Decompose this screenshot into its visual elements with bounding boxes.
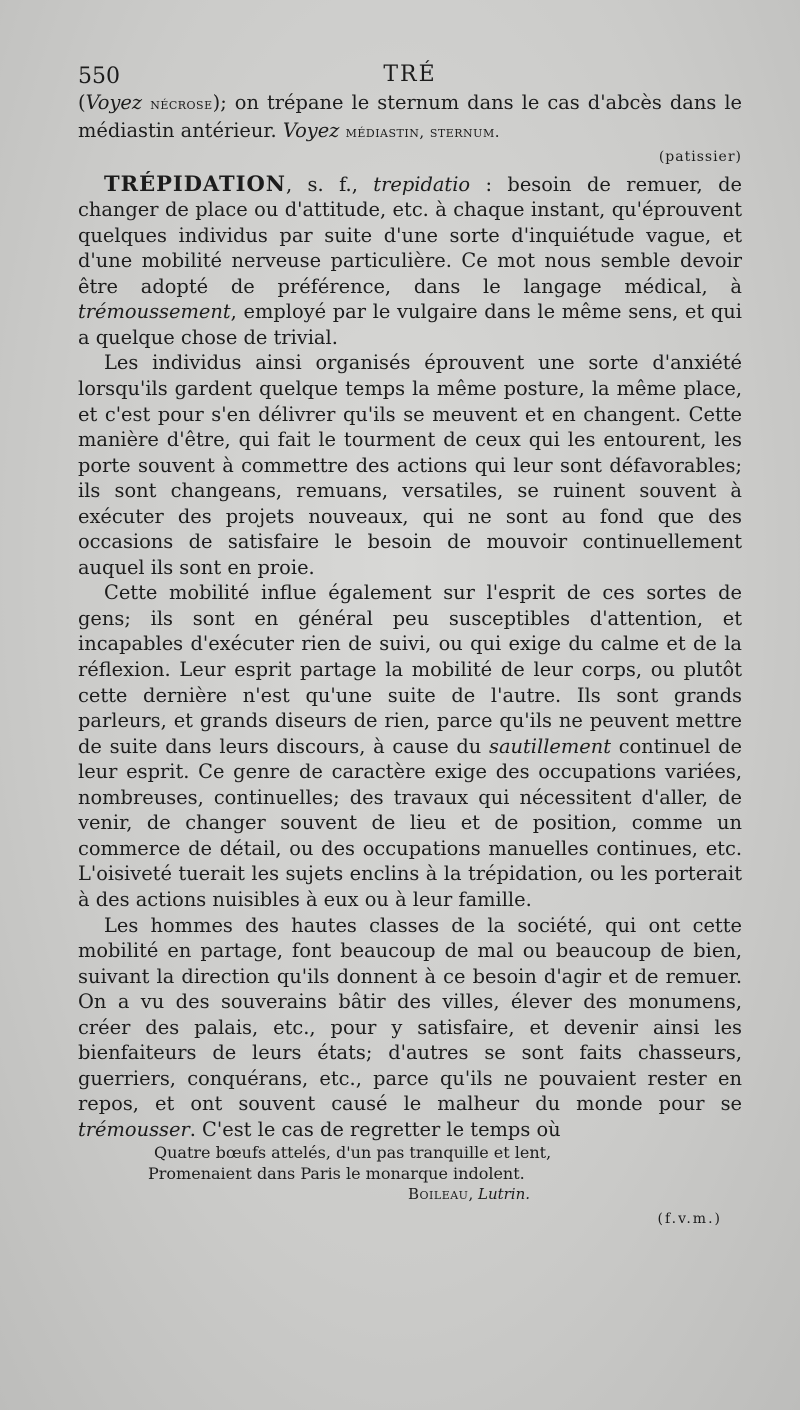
- entry-paragraph-2: Les individus ainsi organisés éprouvent une sorte d'anxiété lorsqu'ils gardent quelque temps la même posture, la même place, et c'est pour s'en délivrer qu'ils se meuvent et en changent. Cette manière d'être, qui fait le tourment de ceux qui les entourent, les porte souvent à commettre des actions qui leur sont défavorables; ils sont changeans, remuans, versatiles, se ruinent souvent à exécuter des projets nouveaux, qui ne sont au fond que des occasions de satisfaire le besoin de mouvoir continuellement auquel ils sont en proie.: [78, 351, 742, 579]
- cross-ref-necrose: nécrose: [150, 95, 213, 113]
- cross-refs: médiastin, sternum.: [345, 122, 500, 141]
- entry-signature: (f.v.m.): [657, 1211, 722, 1228]
- previous-entry-end: (Voyez nécrose); on trépane le sternum dans le cas d'abcès dans le médiastin antérieur. Voyez médiastin, sternum.: [78, 91, 742, 142]
- voyez-label-2: Voyez: [282, 118, 340, 142]
- page: [78, 60, 742, 1233]
- latin-term: trepidatio: [373, 172, 471, 196]
- voyez-label: Voyez: [85, 91, 143, 114]
- running-head: TRÉ: [383, 62, 437, 87]
- verse-line-2: Promenaient dans Paris le monarque indolent.: [148, 1164, 525, 1184]
- author-signature: (patissier): [658, 149, 742, 166]
- verse-line-1: Quatre bœufs attelés, d'un pas tranquille et lent,: [154, 1143, 552, 1163]
- page-header: [78, 60, 742, 90]
- page-number: 550: [78, 64, 120, 89]
- verse-source: Boileau, Lutrin.: [408, 1185, 531, 1204]
- entry-paragraph-1: TRÉPIDATION, s. f., trepidatio : besoin de remuer, de changer de place ou d'attitude, etc. à chaque instant, qu'éprouvent quelques individus par suite d'une sorte d'inquiétude vague, et d'une mobilité nerveuse particulière. Ce mot nous semble devoir être adopté de préférence, dans le langage médical, à trémoussement, employé par le vulgaire dans le même sens, et qui a quelque chose de trivial.: [78, 170, 742, 349]
- entry-paragraph-4: Les hommes des hautes classes de la société, qui ont cette mobilité en partage, font beaucoup de mal ou beaucoup de bien, suivant la direction qu'ils donnent à ce besoin d'agir et de remuer. On a vu des souverains bâtir des villes, élever des monumens, créer des palais, etc., pour y satisfaire, et devenir ainsi les bienfaiteurs de leurs états; d'autres se sont faits chasseurs, guerriers, conquérans, etc., parce qu'ils ne pouvaient rester en repos, et ont souvent causé le malheur du monde pour se trémousser. C'est le cas de regretter le temps où: [78, 913, 742, 1141]
- headword: TRÉPIDATION: [104, 170, 286, 196]
- entry-paragraph-3: Cette mobilité influe également sur l'esprit de ces sortes de gens; ils sont en général peu susceptibles d'attention, et incapables d'exécuter rien de suivi, ou qui exige du calme et de la réflexion. Leur esprit partage la mobilité de leur corps, ou plutôt cette dernière n'est qu'une suite de l'autre. Ils sont grands parleurs, et grands diseurs de rien, parce qu'ils ne peuvent mettre de suite dans leurs discours, à cause du sautillement continuel de leur esprit. Ce genre de caractère exige des occupations variées, nombreuses, continuelles; des travaux qui nécessitent d'aller, de venir, de changer souvent de lieu et de position, comme un commerce de détail, ou des occupations manuelles continues, etc. L'oisiveté tuerait les sujets enclins à la trépidation, ou les porterait à des actions nuisibles à eux ou à leur famille.: [78, 581, 742, 911]
